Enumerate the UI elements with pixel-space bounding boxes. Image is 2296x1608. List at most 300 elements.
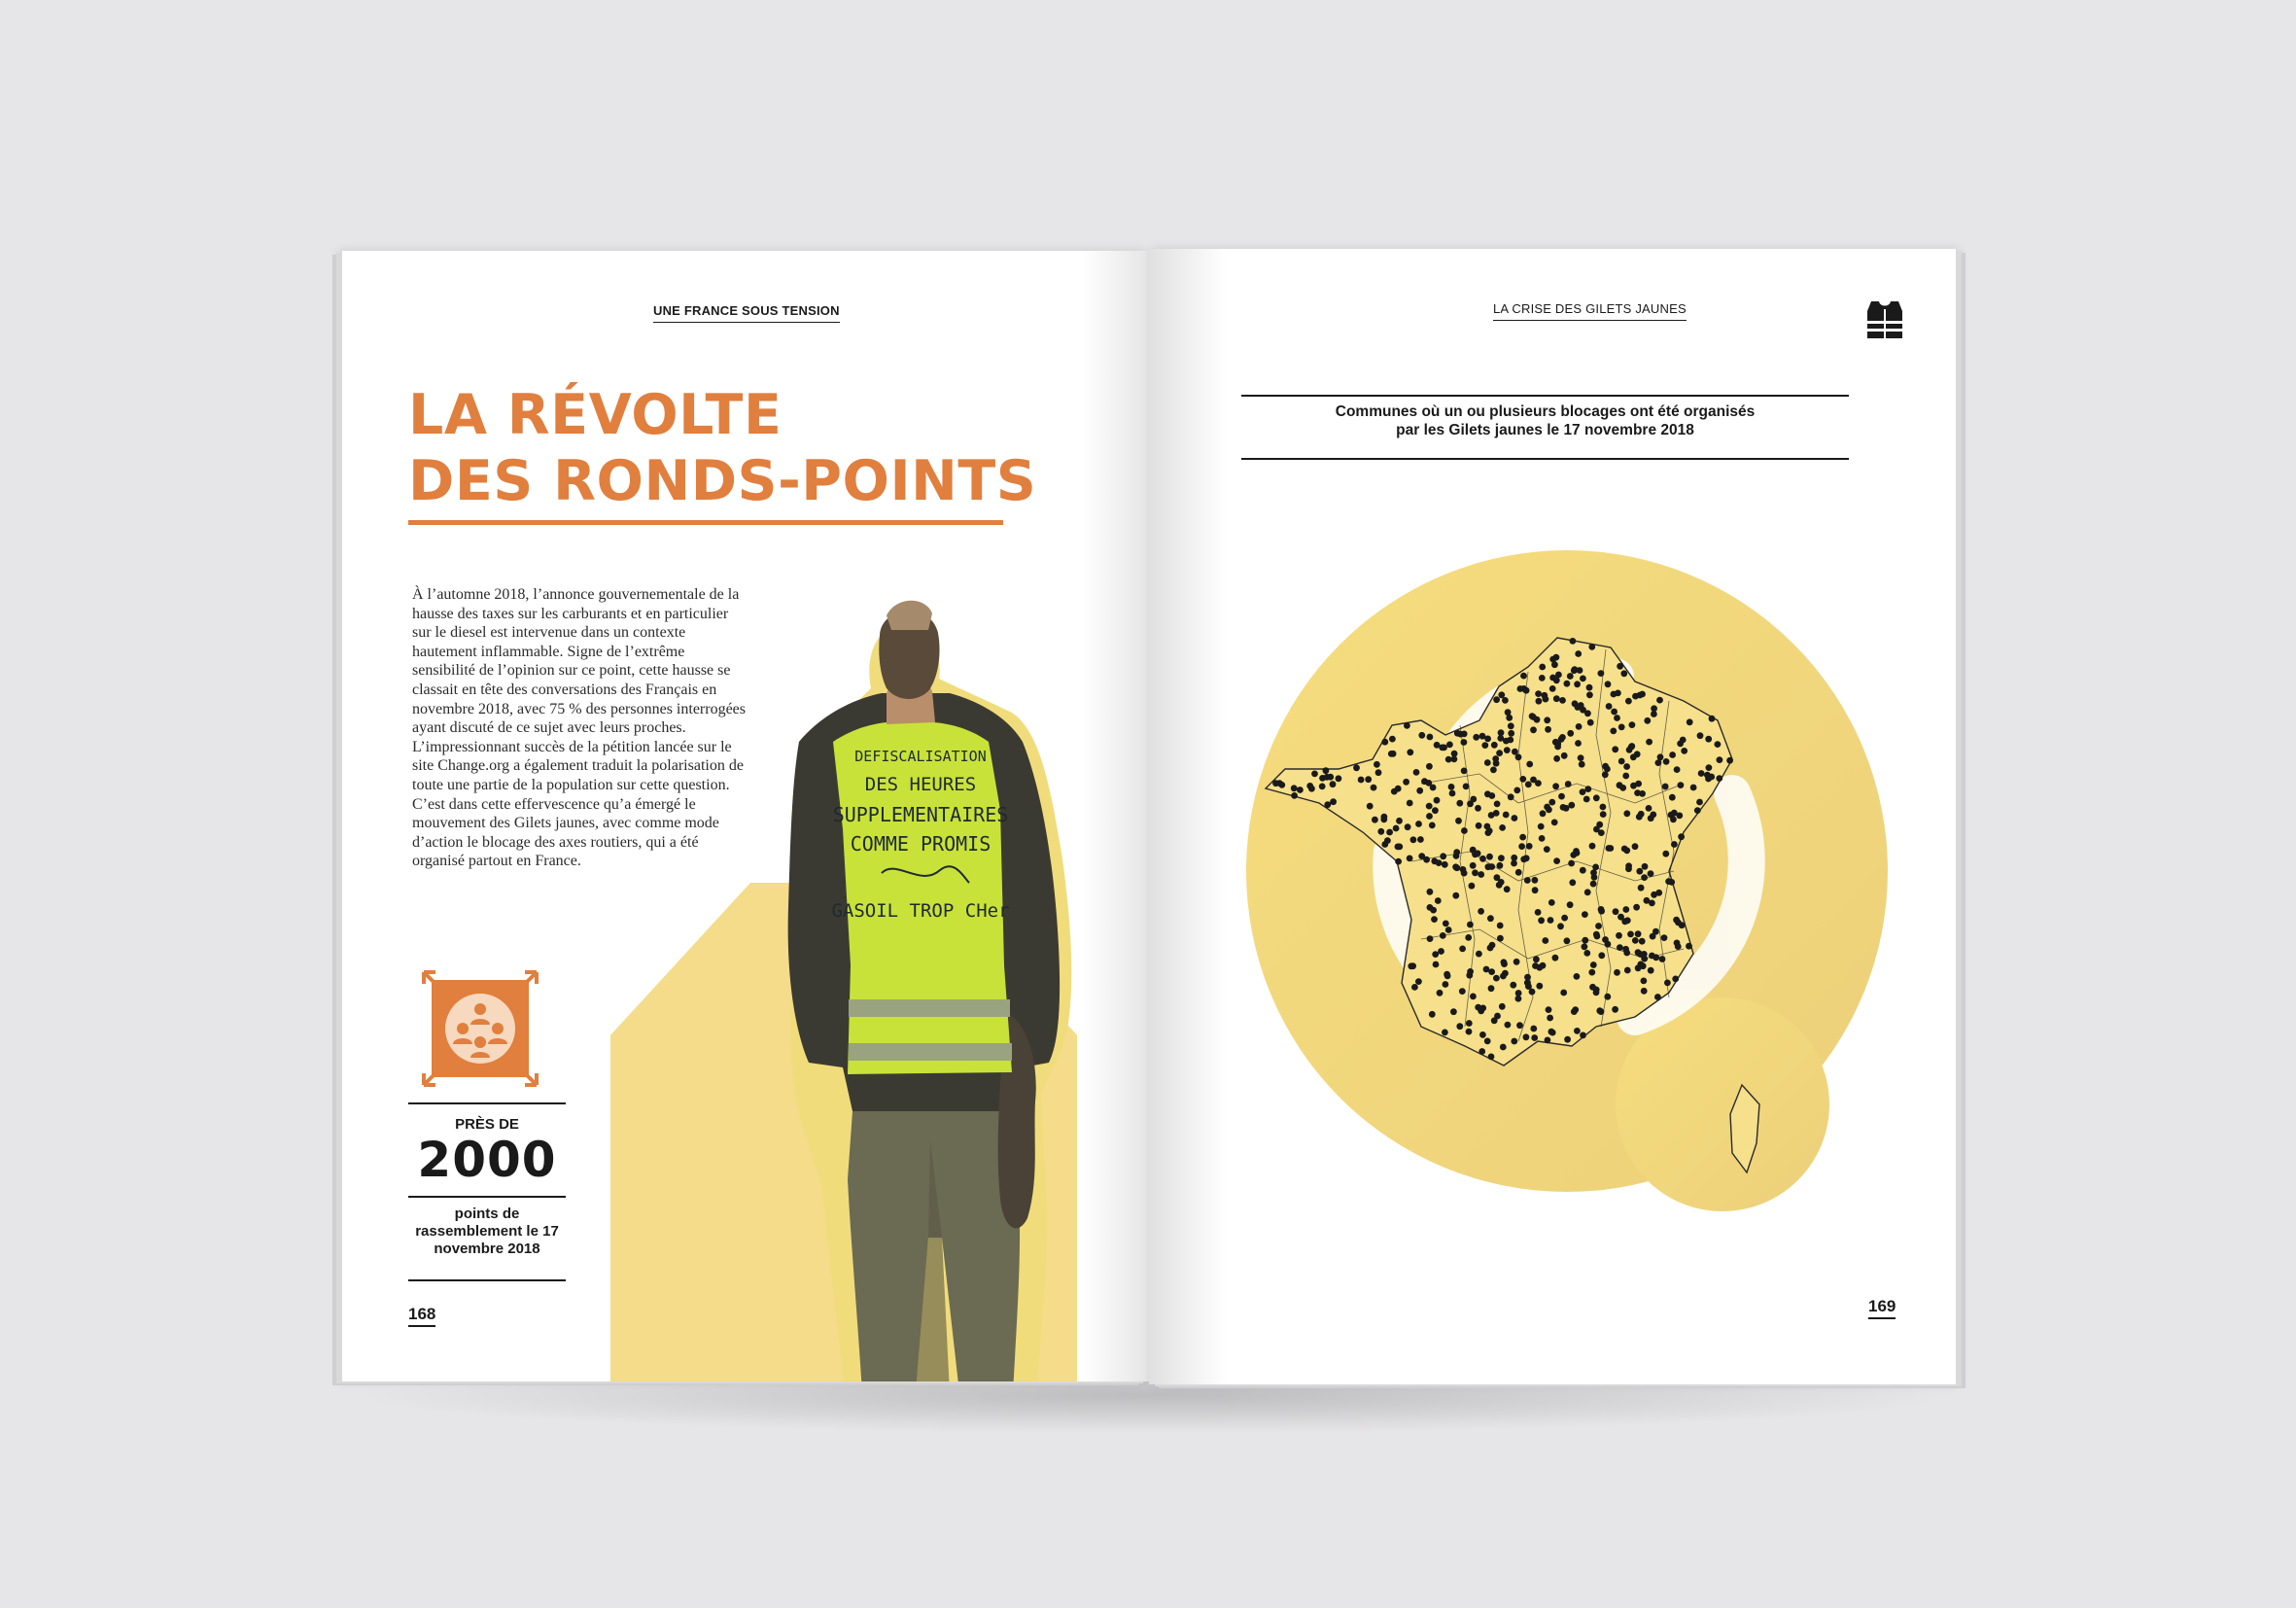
blockade-dot [1662, 851, 1669, 857]
blockade-dot [1324, 801, 1331, 808]
blockade-dot [1499, 824, 1506, 831]
blockade-dot [1611, 709, 1618, 716]
blockade-dot [1488, 863, 1495, 870]
blockade-dot [1530, 777, 1537, 784]
blockade-dot [1426, 803, 1433, 810]
blockade-dot [1535, 690, 1542, 697]
blockade-dot [1617, 782, 1623, 788]
blockade-dot [1545, 1037, 1551, 1044]
blockade-dot [1407, 749, 1413, 755]
blockade-dot [1540, 962, 1547, 969]
blockade-dot [1559, 734, 1566, 741]
blockade-dot [1574, 850, 1581, 856]
blockade-dot [1395, 858, 1402, 865]
left-page [342, 251, 1149, 1381]
blockade-dot [1508, 722, 1514, 729]
blockade-dot [1717, 756, 1723, 763]
blockade-dot [1623, 763, 1630, 770]
blockade-dot [1618, 724, 1625, 731]
blockade-dot [1319, 784, 1326, 790]
blockade-dot [1532, 887, 1539, 893]
stat-caption: points de rassemblement le 17 novembre 2018 [415, 1206, 559, 1257]
blockade-dot [1629, 721, 1636, 728]
blockade-dot [1453, 849, 1460, 856]
blockade-dot [1491, 742, 1498, 749]
blockade-dot [1641, 988, 1648, 995]
blockade-dot [1587, 719, 1594, 726]
blockade-dot [1513, 787, 1520, 794]
blockade-dot [1624, 967, 1631, 974]
blockade-dot [1489, 942, 1496, 949]
map-title [1241, 402, 1849, 439]
blockade-dot [1386, 829, 1393, 836]
blockade-dot [1552, 739, 1559, 746]
blockade-dot [1644, 717, 1651, 724]
blockade-dot [1405, 823, 1411, 830]
vest-writing-line-2: DES HEURES [864, 774, 977, 795]
blockade-dot [1557, 923, 1564, 929]
blockade-dot [1291, 792, 1298, 799]
blockade-dot [1481, 742, 1488, 749]
blockade-dot [1579, 761, 1585, 768]
blockade-dot [1634, 751, 1641, 757]
blockade-dot [1681, 748, 1687, 754]
blockade-dot [1532, 877, 1539, 884]
blockade-dot [1564, 1036, 1571, 1043]
blockade-dot [1586, 684, 1593, 691]
blockade-dot [1571, 1008, 1578, 1015]
blockade-dot [1529, 989, 1536, 996]
blockade-dot [1513, 959, 1520, 965]
blockade-dot [1564, 681, 1571, 687]
blockade-dot [1634, 789, 1641, 796]
blockade-dot [1306, 783, 1313, 789]
blockade-dot [1381, 739, 1388, 746]
blockade-dot [1512, 749, 1518, 755]
blockade-dot [1558, 793, 1565, 800]
blockade-dot [1438, 948, 1444, 955]
blockade-dot [1559, 697, 1566, 704]
blockade-dot [1440, 932, 1446, 939]
blockade-dot [1706, 764, 1713, 771]
blockade-dot [1575, 650, 1582, 657]
blockade-dot [1485, 829, 1492, 836]
blockade-dot [1678, 782, 1685, 788]
blockade-dot [1626, 747, 1633, 753]
gutter-shadow-left [1081, 251, 1149, 1381]
blockade-dot [1524, 877, 1531, 884]
blockade-dot [1498, 855, 1505, 861]
blockade-dot [1671, 841, 1678, 848]
blockade-dot [1497, 935, 1504, 942]
blockade-dot [1570, 638, 1577, 645]
blockade-dot [1511, 1038, 1517, 1045]
blockade-dot [1411, 984, 1418, 991]
blockade-dot [1553, 857, 1560, 864]
blockade-dot [1648, 870, 1654, 877]
blockade-dot [1460, 866, 1467, 873]
blockade-dot [1606, 703, 1613, 710]
blockade-dot [1330, 781, 1337, 787]
blockade-dot [1610, 728, 1617, 735]
blockade-dot [1582, 911, 1588, 918]
blockade-dot [1410, 836, 1417, 843]
blockade-dot [1582, 943, 1588, 950]
headline-underline [408, 520, 1003, 525]
blockade-dot [1623, 810, 1630, 817]
gutter-shadow-right [1149, 249, 1227, 1384]
blockade-dot [1598, 670, 1605, 677]
blockade-dot [1407, 800, 1413, 807]
blockade-dot [1358, 777, 1365, 784]
blockade-dot [1427, 734, 1434, 741]
blockade-dot [1518, 843, 1525, 850]
blockade-dot [1612, 1006, 1618, 1013]
blockade-dot [1504, 747, 1511, 753]
blockade-dot [1390, 751, 1397, 757]
blockade-dot [1652, 954, 1659, 961]
blockade-dot [1575, 704, 1582, 711]
blockade-dot [1560, 990, 1567, 996]
blockade-dot [1456, 1023, 1463, 1030]
vest-reflective-stripe-2 [849, 1043, 1012, 1061]
blockade-dot [1330, 798, 1337, 805]
blockade-dot [1616, 932, 1622, 939]
blockade-dot [1632, 937, 1639, 944]
blockade-dot [1563, 805, 1570, 812]
blockade-dot [1654, 994, 1661, 1000]
blockade-dot [1486, 854, 1493, 860]
blockade-dot [1484, 759, 1491, 766]
blockade-dot [1319, 775, 1326, 782]
headline-line-1: LA RÉVOLTE [408, 383, 783, 447]
right-page [1149, 249, 1956, 1384]
vest-icon [1865, 297, 1904, 340]
blockade-dot [1615, 690, 1621, 697]
protester-photo [687, 557, 1105, 1381]
blockade-dot [1567, 673, 1574, 680]
blockade-dot [1630, 783, 1637, 789]
blockade-dot [1549, 685, 1556, 692]
headline-line-2: DES RONDS-POINTS [408, 449, 1037, 513]
blockade-dot [1508, 730, 1514, 737]
blockade-dot [1488, 985, 1495, 992]
blockade-dot [1677, 741, 1684, 748]
blockade-dot [1565, 781, 1572, 787]
blockade-dot [1613, 908, 1619, 915]
blockade-dot [1588, 969, 1595, 976]
blockade-dot [1650, 812, 1656, 819]
blockade-dot [1496, 750, 1503, 756]
blockade-dot [1511, 855, 1517, 861]
blockade-dot [1649, 900, 1655, 907]
stat-bottom-rule [408, 1279, 566, 1281]
blockade-dot [1466, 1020, 1473, 1027]
blockade-dot [1548, 1029, 1555, 1035]
blockade-dot [1553, 755, 1560, 762]
blockade-dot [1697, 732, 1704, 739]
blockade-dot [1600, 804, 1607, 811]
blockade-dot [1497, 862, 1504, 869]
blockade-dot [1567, 901, 1574, 908]
blockade-dot [1605, 941, 1612, 948]
blockade-dot [1479, 856, 1486, 862]
blockade-dot [1520, 673, 1527, 680]
blockade-dot [1476, 951, 1482, 958]
blockade-dot [1715, 741, 1722, 748]
blockade-dot [1600, 811, 1607, 818]
blockade-dot [1547, 1015, 1553, 1022]
blockade-dot [1423, 856, 1430, 863]
blockade-dot [1544, 804, 1550, 811]
blockade-dot [1539, 675, 1546, 682]
blockade-dot [1538, 823, 1545, 830]
blockade-dot [1672, 976, 1679, 983]
intro-paragraph: À l’automne 2018, l’annonce gouvernementale de la hausse des taxes sur les carburants et en particulier sur le diesel est intervenue dans un contexte hautement inflammable. Signe de l’extrême sensibilité de l’opinion sur ce point, cette hausse se classait en tête des conversations des Français en novembre 2018, avec 75 % des personnes interrogées ayant discuté de ce sujet avec leurs proches. L’impressionnant succès de la pétition lancée sur le site Change.org a également traduit la polarisation de toute une partie de la population sur cette question. C’est dans cette effervescence qu’a émergé le mouvement des Gilets jaunes, avec comme mode d’action le blocage des axes routiers, qui a été organisé partout en France. [412, 586, 746, 870]
blockade-dot [1487, 915, 1494, 922]
blockade-dot [1425, 780, 1432, 787]
blockade-dot [1502, 697, 1509, 704]
blockade-dot [1687, 718, 1693, 725]
blockade-dot [1580, 676, 1586, 682]
blockade-dot [1479, 733, 1486, 740]
blockade-dot [1590, 869, 1597, 876]
running-head-left: UNE FRANCE SOUS TENSION [653, 303, 840, 323]
blockade-dot [1657, 753, 1664, 760]
blockade-dot [1614, 969, 1620, 976]
blockade-dot [1583, 796, 1590, 803]
blockade-dot [1426, 763, 1433, 770]
blockade-dot [1542, 937, 1548, 944]
blockade-dot [1465, 934, 1472, 941]
blockade-dot [1548, 799, 1555, 806]
blockade-dot [1690, 785, 1697, 791]
blockade-dot [1674, 766, 1681, 773]
blockade-dot [1374, 761, 1380, 768]
blockade-dot [1429, 822, 1436, 829]
blockade-dot [1493, 810, 1500, 817]
blockade-dot [1520, 685, 1527, 692]
blockade-dot [1593, 931, 1600, 938]
blockade-dot [1655, 890, 1662, 896]
blockade-dot [1588, 644, 1595, 650]
blockade-dot [1589, 843, 1596, 850]
blockade-dot [1583, 950, 1590, 957]
blockade-dot [1476, 822, 1482, 829]
blockade-dot [1646, 805, 1652, 812]
map-title-bottom-rule [1241, 458, 1849, 460]
blockade-dot [1467, 968, 1474, 975]
blockade-dot [1470, 862, 1477, 869]
blockade-dot [1508, 793, 1514, 800]
blockade-dot [1582, 937, 1588, 944]
blockade-dot [1561, 915, 1568, 922]
blockade-dot [1595, 923, 1602, 929]
blockade-dot [1448, 784, 1455, 790]
blockade-dot [1515, 869, 1522, 876]
vest-writing-line-3: SUPPLEMENTAIRES [832, 803, 1009, 826]
blockade-dot [1523, 1033, 1530, 1040]
blockade-dot [1663, 758, 1670, 765]
blockade-dot [1637, 951, 1644, 958]
blockade-dot [1623, 847, 1630, 854]
blockade-dot [1427, 935, 1434, 942]
blockade-dot [1353, 764, 1360, 771]
blockade-dot [1403, 779, 1409, 786]
blockade-dot [1541, 692, 1548, 699]
blockade-dot [1516, 1022, 1523, 1029]
blockade-dot [1531, 1034, 1538, 1041]
blockade-dot [1512, 815, 1518, 821]
blockade-dot [1515, 753, 1522, 760]
blockade-dot [1580, 788, 1586, 795]
blockade-dot [1526, 843, 1533, 850]
blockade-dot [1459, 946, 1466, 953]
blockade-dot [1435, 897, 1442, 904]
blockade-dot [1671, 810, 1678, 817]
blockade-dot [1430, 907, 1437, 914]
blockade-dot [1449, 790, 1456, 797]
blockade-dot [1494, 801, 1501, 808]
blockade-dot [1442, 1030, 1448, 1036]
blockade-dot [1395, 844, 1402, 851]
blockade-dot [1499, 1003, 1506, 1010]
blockade-dot [1651, 705, 1657, 712]
blockade-dot [1646, 739, 1652, 746]
blockade-dot [1604, 994, 1611, 1000]
blockade-dot [1530, 726, 1537, 733]
map-title-line-2: par les Gilets jaunes le 17 novembre 2018 [1396, 422, 1694, 438]
blockade-dot [1574, 973, 1581, 980]
blockade-dot [1726, 757, 1733, 764]
blockade-dot [1668, 879, 1675, 886]
blockade-dot [1432, 951, 1439, 958]
blockade-dot [1635, 930, 1642, 937]
blockade-dot [1505, 709, 1512, 716]
blockade-dot [1546, 1006, 1552, 1013]
blockade-dot [1639, 691, 1646, 698]
blockade-dot [1463, 784, 1470, 790]
blockade-dot [1656, 697, 1663, 704]
blockade-dot [1552, 955, 1559, 961]
blockade-dot [1552, 783, 1559, 789]
blockade-dot [1622, 946, 1629, 953]
blockade-dot [1450, 1008, 1457, 1015]
blockade-dot [1472, 869, 1478, 876]
blockade-dot [1698, 770, 1705, 777]
blockade-dot [1669, 752, 1676, 758]
blockade-dot [1473, 734, 1479, 741]
blockade-dot [1467, 922, 1474, 928]
blockade-dot [1641, 874, 1648, 881]
blockade-dot [1443, 981, 1449, 988]
blockade-dot [1567, 730, 1574, 737]
blockade-dot [1515, 996, 1522, 1002]
blockade-dot [1500, 973, 1507, 980]
blockade-dot [1457, 731, 1464, 738]
blockade-dot [1461, 768, 1468, 775]
blockade-dot [1367, 803, 1374, 810]
blockades-map [1227, 541, 1897, 1221]
blockade-dot [1617, 663, 1623, 670]
blockade-dot [1505, 1022, 1512, 1029]
blockade-dot [1607, 845, 1614, 852]
blockade-dot [1598, 952, 1605, 959]
blockade-dot [1488, 1054, 1495, 1061]
blockade-dot [1445, 926, 1452, 933]
blockade-dot [1586, 691, 1593, 698]
blockade-dot [1413, 769, 1420, 776]
blockade-dot [1297, 787, 1304, 793]
blockade-dot [1440, 853, 1446, 859]
blockade-dot [1380, 817, 1387, 823]
blockade-dot [1493, 696, 1500, 703]
blockade-dot [1497, 923, 1504, 929]
blockade-dot [1504, 886, 1511, 892]
blockade-dot [1323, 767, 1330, 774]
blockade-dot [1598, 906, 1605, 913]
blockade-dot [1561, 752, 1568, 759]
blockade-dot [1501, 961, 1508, 967]
blockade-dot [1469, 883, 1476, 890]
blockade-dot [1533, 956, 1540, 962]
blockade-dot [1598, 1008, 1605, 1015]
blockade-dot [1525, 782, 1532, 788]
blockade-dot [1694, 807, 1701, 814]
blockade-dot [1544, 846, 1550, 853]
vest-reflective-stripe-1 [849, 999, 1010, 1017]
blockade-dot [1620, 670, 1627, 677]
blockade-dot [1632, 843, 1639, 850]
blockade-dot [1427, 889, 1434, 895]
blockade-dot [1434, 797, 1441, 804]
blockade-dot [1375, 769, 1382, 776]
blockade-dot [1426, 813, 1433, 820]
blockade-dot [1365, 776, 1372, 783]
blockade-dot [1593, 794, 1600, 801]
blockade-dot [1627, 931, 1634, 938]
blockade-dot [1494, 1013, 1501, 1020]
page-number-right: 169 [1868, 1297, 1896, 1319]
blockade-dot [1538, 917, 1545, 924]
blockade-dot [1500, 1044, 1507, 1051]
blockade-dot [1493, 975, 1500, 982]
blockade-dot [1553, 695, 1560, 702]
blockade-dot [1479, 1031, 1486, 1038]
blockade-dot [1467, 800, 1474, 807]
blockade-dot [1536, 698, 1543, 705]
blockade-dot [1578, 754, 1584, 761]
map-title-top-rule [1241, 395, 1849, 397]
blockade-dot [1580, 867, 1586, 874]
blockade-dot [1418, 732, 1425, 739]
blockade-dot [1648, 967, 1654, 974]
blockade-dot [1614, 715, 1620, 721]
blockade-dot [1461, 739, 1468, 746]
blockade-dot [1678, 833, 1685, 840]
blockade-dot [1580, 1032, 1586, 1039]
blockade-dot [1451, 751, 1458, 757]
vest-writing-line-5: GASOIL TROP CHer [831, 900, 1010, 922]
blockade-dot [1372, 817, 1378, 823]
blockade-dot [1459, 988, 1466, 995]
blockade-dot [1415, 978, 1422, 985]
vest-writing-line-1: DEFISCALISATION [854, 748, 987, 765]
blockade-dot [1492, 755, 1499, 762]
running-head-right: LA CRISE DES GILETS JAUNES [1493, 301, 1687, 321]
blockade-dot [1618, 758, 1625, 765]
stat-prefix: PRÈS DE [455, 1116, 519, 1133]
